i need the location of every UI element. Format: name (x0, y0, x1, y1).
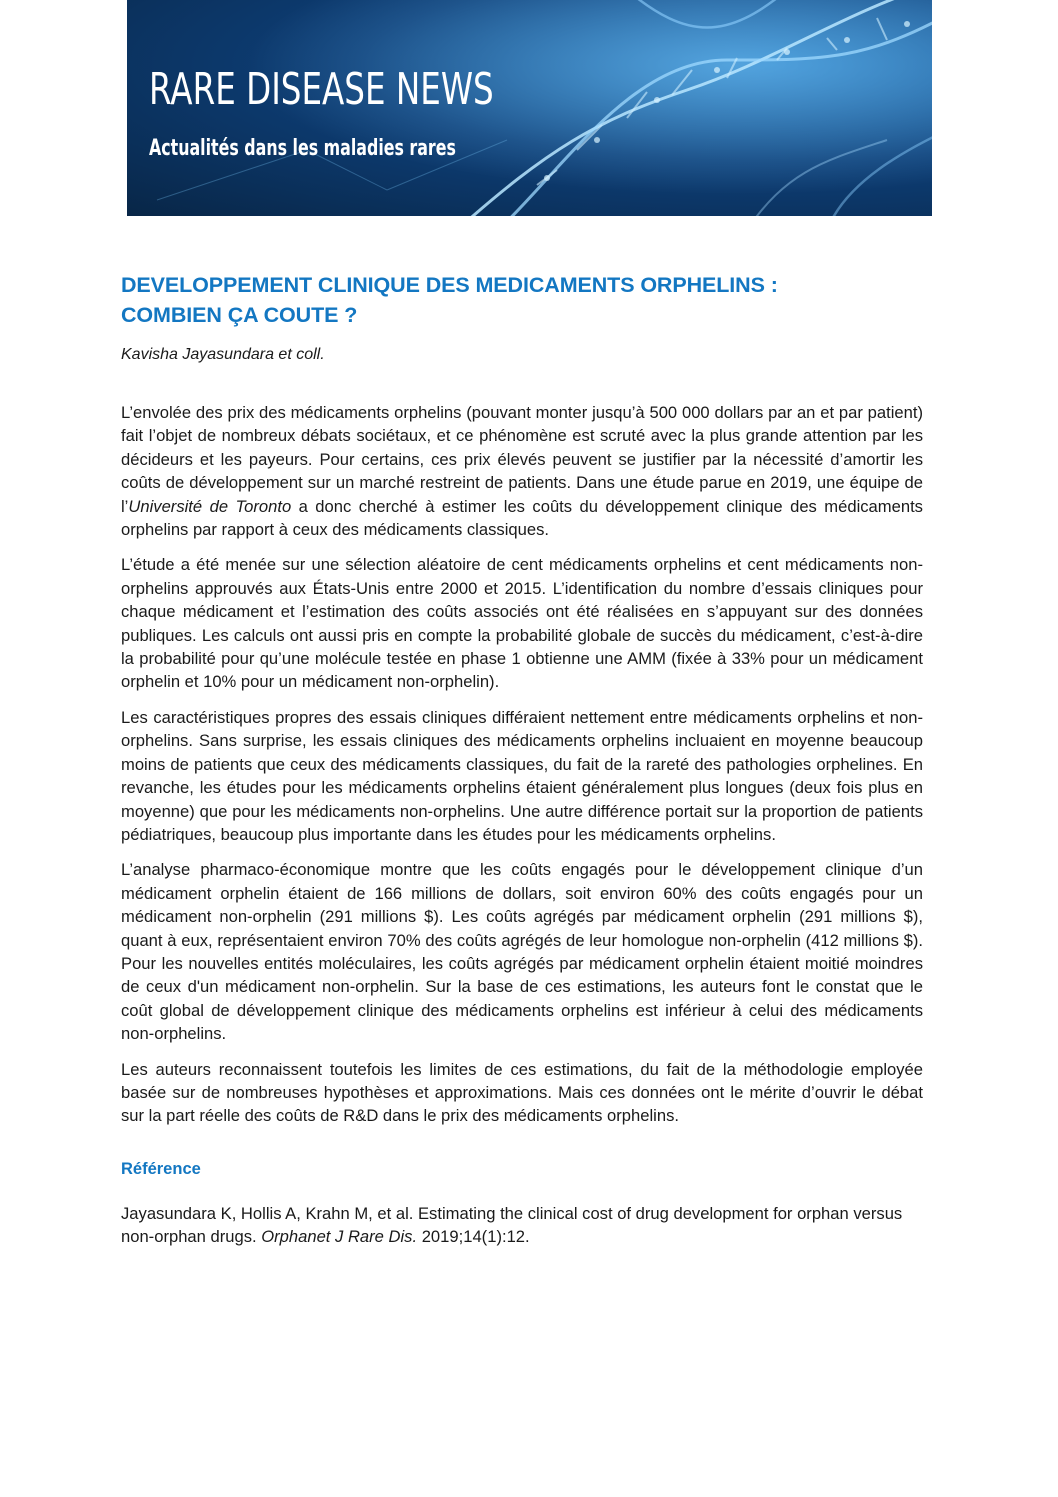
article (121, 270, 923, 1249)
reference-text-b: 2019;14(1):12. (417, 1227, 530, 1247)
reference-text (121, 1202, 923, 1249)
article-authors: Kavisha Jayasundara et coll. (121, 346, 325, 363)
paragraph-4: L’analyse pharmaco-économique montre que les coûts engagés pour le développement clinique d’un médicament orphelin étaient de 166 millions de dollars, soit environ 60% des coûts engagés pour un médicament non-orphelin (291 millions $). Les coûts agrégés par médicament orphelin (291 millions $), quant à eux, représentaient environ 70% des coûts agrégés de leur homologue non-orphelin (412 millions $). Pour les nouvelles entités moléculaires, les coûts agrégés par médicament orphelin étaient moitié moindres de ceux d'un médicament non-orphelin. Sur la base de ces estimations, les auteurs font le constat que le coût global de développement clinique des médicaments orphelins est inférieur à celui des médicaments non-orphelins. (121, 860, 923, 1044)
article-title-line-2: COMBIEN ÇA COUTE ? (121, 303, 358, 327)
paragraph-2: L’étude a été menée sur une sélection aléatoire de cent médicaments orphelins et cent médicaments non-orphelins approuvés aux États-Unis entre 2000 et 2015. L’identification du nombre d’essais cliniques pour chaque médicament et l’estimation des coûts associés ont été réalisées en s’appuyant sur des données publiques. Les calculs ont aussi pris en compte la probabilité globale de succès du médicament, c’est-à-dire la probabilité pour qu’une molécule testée en phase 1 obtienne une AMM (fixée à 33% pour un médicament orphelin et 10% pour un médicament non-orphelin). (121, 555, 923, 692)
article-title (121, 270, 923, 330)
article-title-line-1: DEVELOPPEMENT CLINIQUE DES MEDICAMENTS ORPHELINS : (121, 273, 778, 297)
reference-journal: Orphanet J Rare Dis. (261, 1227, 418, 1247)
reference-heading: Référence (121, 1159, 201, 1178)
paragraph-1-italic: Université de Toronto (128, 496, 292, 516)
paragraph-1-text-a: L’envolée des prix des médicaments orphelins (pouvant monter jusqu’à 500 000 dollars par an et par patient) fait l’objet de nombreux débats sociétaux, et ce phénomène est scruté avec la plus grande attention par les décideurs et les payeurs. Pour certains, ces prix élevés peuvent se justifier par la nécessité d’amortir les coûts de développement sur un marché restreint de patients. Dans une étude parue en 2019, une équipe de l’ (121, 403, 923, 516)
banner-title: RARE DISEASE NEWS (149, 64, 494, 115)
paragraph-1-text-b: a donc cherché à estimer les coûts du développement clinique des médicaments orphelins par rapport à ceux des médicaments classiques. (121, 496, 923, 540)
paragraph-1 (121, 401, 923, 541)
header-banner (127, 0, 932, 216)
article-body (121, 401, 923, 1128)
banner-subtitle: Actualités dans les maladies rares (149, 136, 456, 161)
paragraph-5: Les auteurs reconnaissent toutefois les limites de ces estimations, du fait de la méthodologie employée basée sur de nombreuses hypothèses et approximations. Mais ces données ont le mérite d’ouvrir le débat sur la part réelle des coûts de R&D dans le prix des médicaments orphelins. (121, 1059, 923, 1126)
paragraph-3: Les caractéristiques propres des essais cliniques différaient nettement entre médicaments orphelins et non-orphelins. Sans surprise, les essais cliniques des médicaments orphelins incluaient en moyenne beaucoup moins de patients que ceux des médicaments classiques, du fait de la rareté des pathologies orphelines. En revanche, les études pour les médicaments orphelins étaient généralement plus longues (deux fois plus en moyenne) que pour les médicaments non-orphelins. Une autre différence portait sur la proportion de patients pédiatriques, beaucoup plus importante dans les études pour les médicaments orphelins. (121, 707, 923, 844)
reference-text-a: Jayasundara K, Hollis A, Krahn M, et al. Estimating the clinical cost of drug development for orphan versus non-orphan drugs. (121, 1203, 903, 1247)
